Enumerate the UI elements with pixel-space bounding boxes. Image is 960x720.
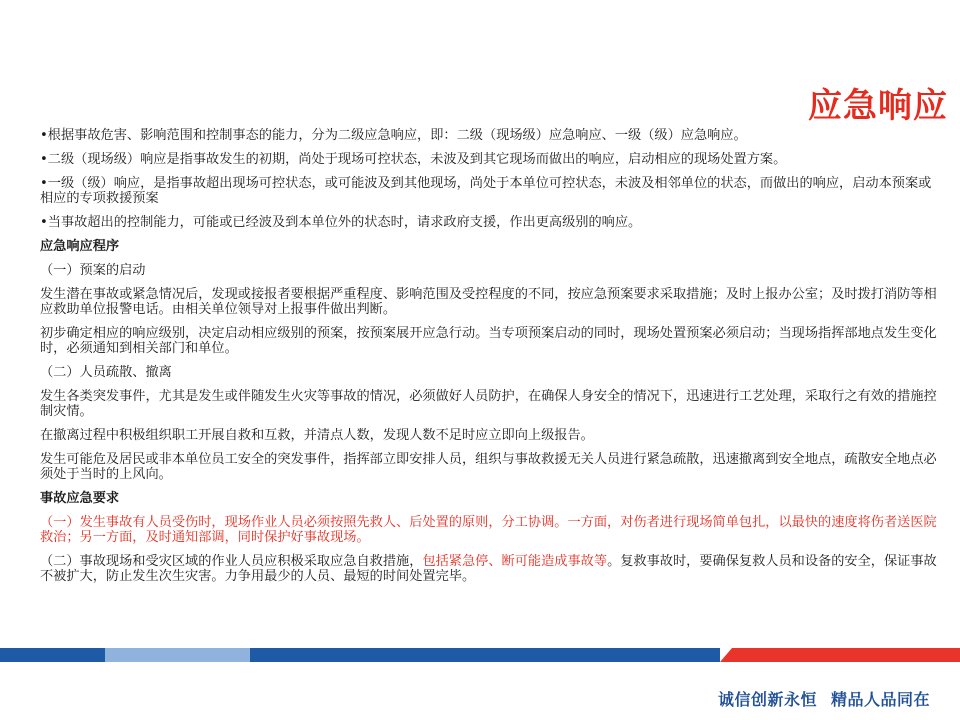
requirement-1-prefix: （一） [40, 515, 80, 530]
section-heading-procedure: 应急响应程序 [40, 239, 120, 254]
requirement-2-text-b: 。复救事故时，要确保复救人员和设备的安全，保证事故不被扩大，防止发生次生灾害。力争用最少的人员、最短的时间处置完毕。 [40, 554, 937, 584]
requirement-1-text: 发生事故有人员受伤时，现场作业人员必须按照先救人、后处置的原则，分工协调。一方面，对伤者进行现场简单包扎，以最快的速度将伤者送医院救治；另一方面，及时通知部调，同时保护好事故现场。 [40, 515, 937, 545]
footer-stripe-light-blue [105, 648, 250, 662]
paragraph-evacuation-3: 发生可能危及居民或非本单位员工安全的突发事件，指挥部立即安排人员，组织与事故救援无关人员进行紧急疏散，迅速撤离到安全地点，疏散安全地点必须处于当时的上风向。 [40, 452, 937, 482]
bullet-paragraph-2: •二级（现场级）响应是指事故发生的初期，尚处于现场可控状态，未波及到其它现场而做出的响应，启动相应的现场处置方案。 [40, 152, 787, 167]
paragraph-evacuation-1: 发生各类突发事件，尤其是发生或伴随发生火灾等事故的情况，必须做好人员防护，在确保人身安全的情况下，迅速进行工艺处理，采取行之有效的措施控制灾情。 [40, 389, 937, 419]
subheading-plan-activation: （一）预案的启动 [40, 263, 146, 278]
page-title: 应急响应 [808, 86, 948, 126]
bullet-paragraph-3: •一级（级）响应，是指事故超出现场可控状态，或可能波及到其他现场，尚处于本单位可控状态，未波及相邻单位的状态，而做出的响应，启动本预案或相应的专项救援预案 [40, 176, 932, 206]
requirement-1 [40, 515, 940, 545]
bullet-paragraph-4: •当事故超出的控制能力，可能或已经波及到本单位外的状态时，请求政府支援，作出更高级别的响应。 [40, 215, 642, 230]
slogan-part-1: 诚信创新永恒 [717, 690, 817, 709]
requirement-2-highlight: 包括紧急停、断可能造成事故等 [422, 554, 608, 569]
paragraph-activation-1: 发生潜在事故或紧急情况后，发现或接报者要根据严重程度、影响范围及受控程度的不同，按应急预案要求采取措施；及时上报办公室；及时拨打消防等相应救助单位报警电话。由相关单位领导对上报事件做出判断。 [40, 287, 937, 317]
paragraph-evacuation-2: 在撤离过程中积极组织职工开展自救和互救，并清点人数，发现人数不足时应立即向上级报告。 [40, 428, 594, 443]
section-heading-requirements: 事故应急要求 [40, 491, 120, 506]
footer-slogan [704, 687, 930, 710]
requirement-2 [40, 554, 940, 584]
paragraph-activation-2: 初步确定相应的响应级别，决定启动相应级别的预案，按预案展开应急行动。当专项预案启动的同时，现场处置预案必须启动；当现场指挥部地点发生变化时，必须通知到相关部门和单位。 [40, 326, 937, 356]
footer-stripe-dark-blue-left [0, 648, 105, 662]
requirement-2-text-a: （二）事故现场和受灾区域的作业人员应积极采取应急自救措施， [40, 554, 423, 569]
footer-stripe-dark-blue [250, 648, 720, 662]
slogan-part-2: 精品人品同在 [830, 690, 930, 709]
content-body [40, 128, 940, 593]
footer-stripe-red [720, 648, 960, 662]
subheading-evacuation: （二）人员疏散、撤离 [40, 365, 172, 380]
bullet-paragraph-1: •根据事故危害、影响范围和控制事态的能力，分为二级应急响应，即：二级（现场级）应急响应、一级（级）应急响应。 [40, 128, 747, 143]
